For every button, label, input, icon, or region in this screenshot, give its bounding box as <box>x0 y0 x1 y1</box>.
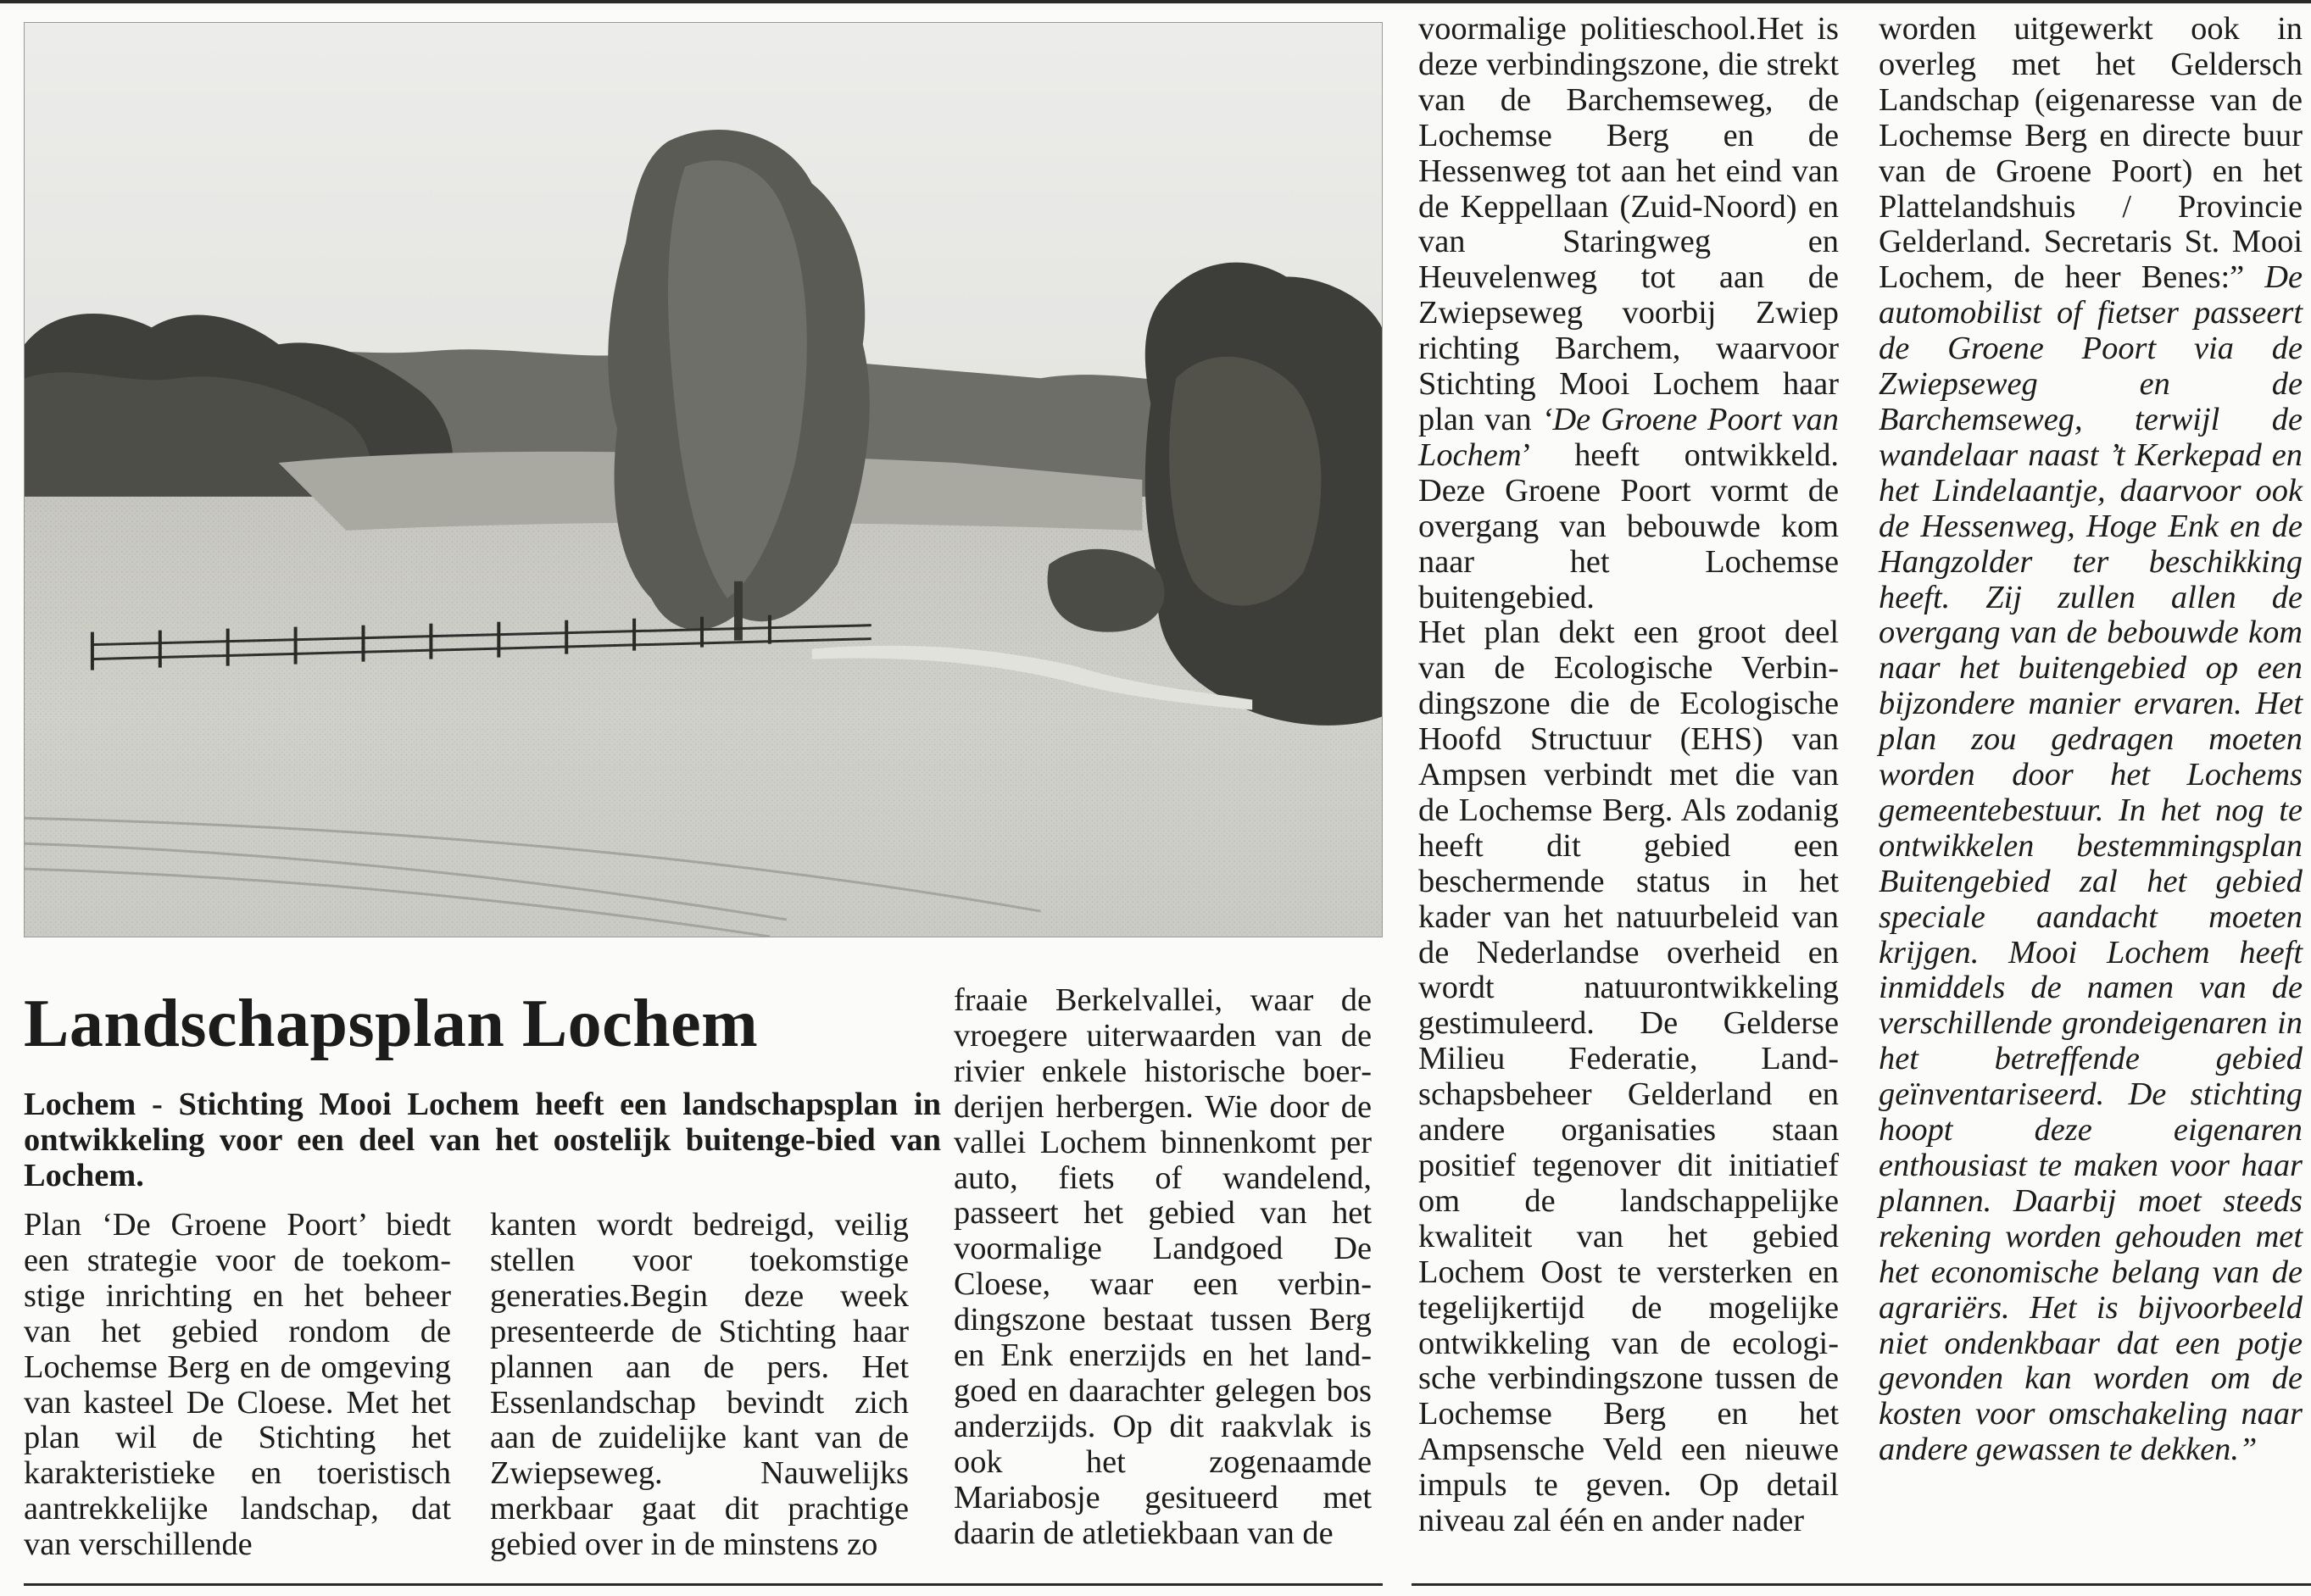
top-rule <box>0 0 2311 3</box>
col4-plan-name: ‘De Groene Poort van Lochem <box>1418 401 1839 473</box>
col5-quote: De automobilist of fietser passeert de Groene Poort via de Zwiepseweg en de Barchemseweg, terwijl de wandelaar naast ’t Kerkepad en het Lindelaantje, daarvoor ook de Hessenweg, Hoge Enk en de Hangzolder ter beschikking heeft. Zij zullen allen de overgang van de bebouwde kom naar het buitengebied op een bijzondere manier ervaren. Het plan zou gedragen moeten worden door het Lochems gemeentebestuur. In het nog te ontwikkelen bestemmingsplan Buitengebied zal het gebied speciale aandacht moeten krijgen. Mooi Lochem heeft inmiddels de namen van de verschillende grondeigenaren in het betreffende gebied geïnventariseerd. De stichting hoopt deze eigenaren enthousiast te maken voor haar plannen. Daarbij moet steeds rekening worden gehouden met het economische belang van de agrariërs. Het is bijvoorbeeld niet ondenkbaar dat een potje gevonden kan worden om de kosten voor omschakeling naar andere gewassen te dekken.” <box>1879 259 2303 1468</box>
col4-text-start: voormalige politieschool.Het is deze verbindingszone, die strekt van de Barchemseweg, de Lochemse Berg en de Hessenweg tot aan het eind van de Keppellaan (Zuid-Noord) en van Staringweg en Heuvelenweg tot aan de Zwiepseweg voorbij Zwiep richting Barchem, waarvoor Stichting Mooi Lochem haar plan van <box>1418 11 1839 437</box>
body-column-5 <box>1879 12 2303 1468</box>
col4-text-end: ’ heeft ontwikkeld. Deze Groene Poort vormt de overgang van bebouwde kom naar het Lochemse buitengebied. <box>1418 437 1839 615</box>
body-column-3: fraaie Berkelvallei, waar de vroegere uiterwaarden van de rivier enkele historische boerderijen herbergen. Wie door de vallei Lochem binnenkomt per auto, fiets of wandelend, passeert het gebied van het voormalige Landgoed De Cloese, waar een verbindingszone bestaat tussen Berg en Enk enerzijds en het landgoed en daarachter gelegen bos anderzijds. Op dit raakvlak is ook het zogenaamde Mariabosje gesitueerd met daarin de atletiekbaan van de <box>954 982 1372 1551</box>
landscape-photo <box>24 22 1383 937</box>
landscape-photo-image <box>25 23 1382 937</box>
body-column-4-paragraph-2: Het plan dekt een groot deel van de Ecologische Verbindingszone die de Ecologische Hoofd Structuur (EHS) van Ampsen verbindt met die van de Lochemse Berg. Als zodanig heeft dit gebied een beschermende status in het kader van het natuurbeleid van de Nederlandse overheid en wordt natuurontwikkeling gestimuleerd. De Gelderse Milieu Federatie, Landschapsbeheer Gelderland en andere organisaties staan positief tegenover dit initiatief om de landschappelijke kwaliteit van het gebied Lochem Oost te versterken en tegelijkertijd de mogelijke ontwikkeling van de ecologische verbindingszone tussen de Lochemse Berg en het Ampsensche Veld een nieuwe impuls te geven. Op detail niveau zal één en ander nader <box>1418 614 1839 1539</box>
article-intro: Lochem - Stichting Mooi Lochem heeft een landschapsplan in ontwikkeling voor een deel van het oostelijk buitenge-bied van Lochem. <box>24 1087 941 1193</box>
bottom-rule-left <box>24 1583 1383 1586</box>
body-column-2: kanten wordt bedreigd, veilig stellen voor toekomstige generaties.Begin deze week presenteerde de Stichting haar plannen aan de pers. Het Essenlandschap bevindt zich aan de zuidelijke kant van de Zwiepseweg. Nauwelijks merkbaar gaat dit prachtige gebied over in de minstens zo <box>490 1207 909 1563</box>
col5-text-start: worden uitgewerkt ook in overleg met het Geldersch Landschap (eigenaresse van de Lochemse Berg en directe buur van de Groene Poort) en het Plattelandshuis / Provincie Gelderland. Secretaris St. Mooi Lochem, de heer Benes:” <box>1879 11 2303 296</box>
body-column-5-paragraph <box>1879 12 2303 1468</box>
article-title: Landschapsplan Lochem <box>24 987 759 1061</box>
body-column-4-paragraph-1 <box>1418 12 1839 615</box>
bottom-rule-right <box>1412 1583 2311 1586</box>
body-column-1: Plan ‘De Groene Poort’ biedt een strategie voor de toekomstige inrichting en het beheer van het gebied rondom de Lochemse Berg en de omgeving van kasteel De Cloese. Met het plan wil de Stichting het karakteristieke en toeristisch aantrekkelijke landschap, dat van verschillende <box>24 1207 451 1563</box>
body-column-4 <box>1418 12 1839 1539</box>
